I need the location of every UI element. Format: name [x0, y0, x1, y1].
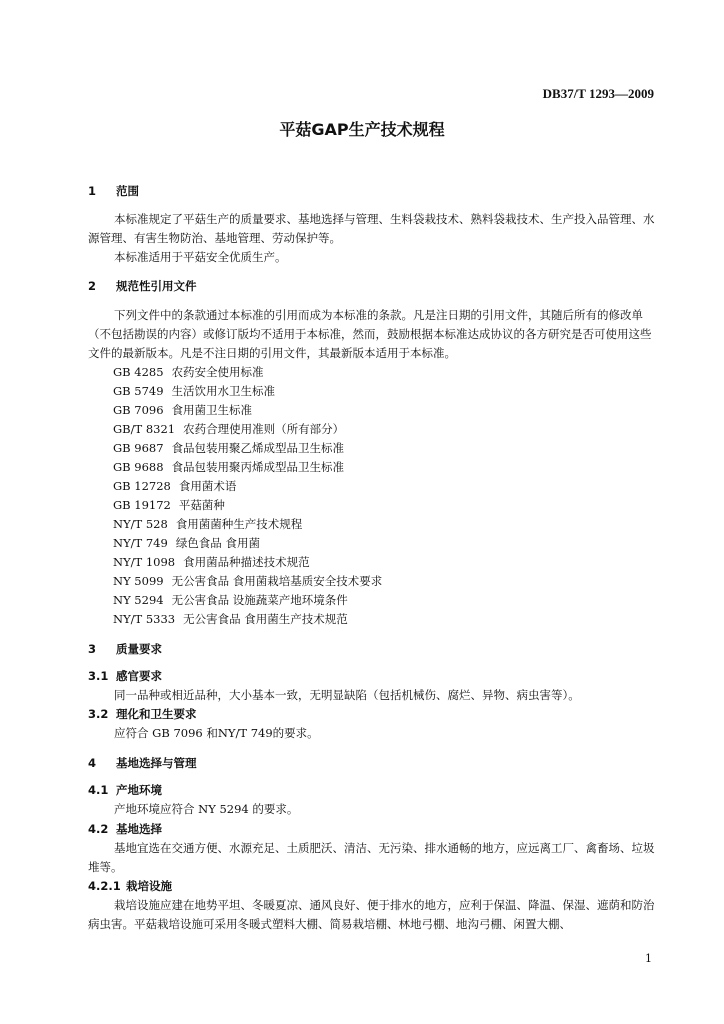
reference-item: NY 5294 无公害食品 设施蔬菜产地环境条件	[113, 593, 348, 607]
section-title: 质量要求	[116, 642, 162, 656]
section-number: 4	[88, 756, 97, 770]
reference-item: GB 7096 食用菌卫生标准	[113, 403, 253, 417]
subsection-4-1-heading	[88, 782, 162, 798]
subsection-number: 4.2	[88, 822, 109, 836]
subsection-4-2-heading	[88, 821, 162, 837]
reference-item: GB 9688 食品包装用聚丙烯成型品卫生标准	[113, 460, 345, 474]
section-number: 1	[88, 184, 97, 198]
subsection-3-1-text: 同一品种或相近品种，大小基本一致，无明显缺陷（包括机械伤、腐烂、异物、病虫害等）。	[114, 688, 580, 702]
section-number: 2	[88, 279, 97, 293]
reference-item: GB 4285 农药安全使用标准	[113, 365, 264, 379]
reference-item: NY/T 528 食用菌菌种生产技术规程	[113, 517, 303, 531]
subsection-title: 理化和卫生要求	[116, 707, 197, 721]
subsection-number: 3.2	[88, 707, 109, 721]
section-title: 基地选择与管理	[116, 756, 197, 770]
reference-item: GB 5749 生活饮用水卫生标准	[113, 384, 276, 398]
subsection-4-2-1-text: 栽培设施应建在地势平坦、冬暖夏凉、通风良好、便于排水的地方，应利于保温、降温、保湿、遮荫和防治病虫害。平菇栽培设施可采用冬暖式塑料大棚、简易栽培棚、林地弓棚、地沟弓棚、闲置大棚、	[88, 898, 655, 931]
section-1-heading	[88, 183, 139, 199]
reference-item: GB 9687 食品包装用聚乙烯成型品卫生标准	[113, 441, 345, 455]
subsection-title: 产地环境	[116, 783, 162, 797]
section-4-heading	[88, 755, 197, 771]
standard-code: DB37/T 1293—2009	[542, 86, 654, 101]
section-2-heading	[88, 278, 197, 294]
section-number: 3	[88, 642, 97, 656]
page-number: 1	[645, 952, 652, 965]
reference-item: GB 19172 平菇菌种	[113, 498, 225, 512]
subsection-4-2-1-heading	[88, 878, 172, 894]
section-1-paragraph-1: 本标准规定了平菇生产的质量要求、基地选择与管理、生料袋栽技术、熟料袋栽技术、生产投入品管理、水源管理、有害生物防治、基地管理、劳动保护等。	[88, 212, 655, 245]
subsection-3-2-heading	[88, 706, 197, 722]
section-1-paragraph-2: 本标准适用于平菇安全优质生产。	[114, 250, 287, 264]
document-title: 平菇GAP生产技术规程	[279, 120, 445, 139]
subsection-3-2-text: 应符合 GB 7096 和NY/T 749的要求。	[114, 726, 319, 740]
section-title: 规范性引用文件	[116, 279, 197, 293]
subsection-title: 感官要求	[116, 669, 162, 683]
subsection-number: 3.1	[88, 669, 109, 683]
section-2-paragraph-1: 下列文件中的条款通过本标准的引用而成为本标准的条款。凡是注日期的引用文件，其随后所有的修改单（不包括勘误的内容）或修订版均不适用于本标准，然而，鼓励根据本标准达成协议的各方研究是否可使用这些文件的最新版本。凡是不注日期的引用文件，其最新版本适用于本标准。	[88, 308, 652, 360]
reference-item: GB 12728 食用菌术语	[113, 479, 237, 493]
section-title: 范围	[116, 184, 139, 198]
reference-item: NY/T 749 绿色食品 食用菌	[113, 536, 260, 550]
subsection-number: 4.2.1	[88, 879, 121, 893]
subsection-4-1-text: 产地环境应符合 NY 5294 的要求。	[114, 802, 299, 816]
subsection-title: 基地选择	[116, 822, 162, 836]
section-3-heading	[88, 641, 162, 657]
subsection-title: 栽培设施	[126, 879, 172, 893]
reference-item: NY/T 1098 食用菌品种描述技术规范	[113, 555, 310, 569]
reference-item: GB/T 8321 农药合理使用准则（所有部分）	[113, 422, 345, 436]
reference-item: NY/T 5333 无公害食品 食用菌生产技术规范	[113, 612, 348, 626]
reference-item: NY 5099 无公害食品 食用菌栽培基质安全技术要求	[113, 574, 383, 588]
subsection-number: 4.1	[88, 783, 109, 797]
subsection-3-1-heading	[88, 668, 162, 684]
subsection-4-2-text: 基地宜选在交通方便、水源充足、土质肥沃、清洁、无污染、排水通畅的地方，应远离工厂、禽畜场、垃圾堆等。	[88, 841, 655, 874]
